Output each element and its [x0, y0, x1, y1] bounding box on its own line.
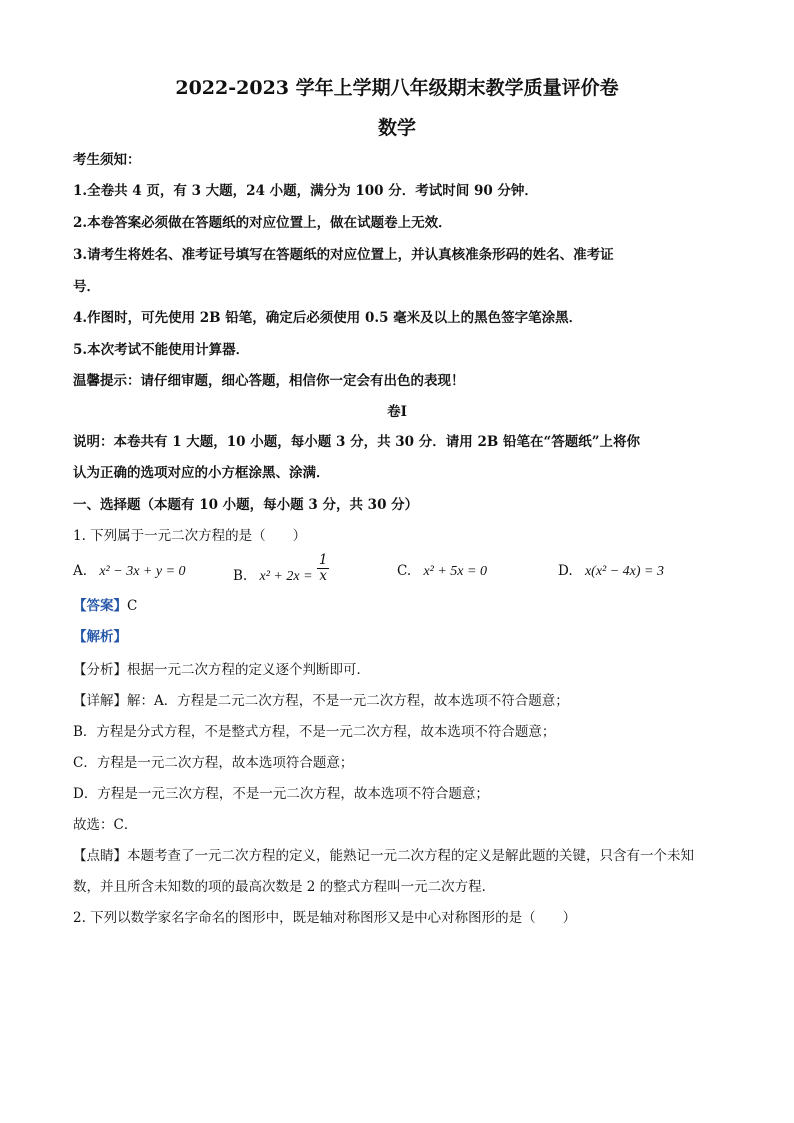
q1-option-b — [233, 553, 329, 584]
notice-item-1: 1.全卷共 4 页，有 3 大题，24 小题，满分为 100 分．考试时间 90 分钟． — [73, 183, 538, 199]
q1-fenxi — [73, 660, 370, 680]
notice-item-3: 3.请考生将姓名、准考证号填写在答题纸的对应位置上，并认真核准条形码的姓名、准考证 — [73, 247, 614, 263]
notice-tip: 温馨提示：请仔细审题，细心答题，相信你一定会有出色的表现！ — [73, 373, 465, 389]
volume-desc-line1: 说明：本卷共有 1 大题，10 小题，每小题 3 分，共 30 分．请用 2B 铅笔在“答题纸”上将你 — [73, 434, 640, 450]
q1-detail-a — [73, 691, 569, 711]
q1-option-d-label: D. — [558, 563, 573, 579]
q1-option-b-label: B. — [233, 568, 248, 584]
section-heading: 一、选择题（本题有 10 小题，每小题 3 分，共 30 分） — [73, 497, 419, 513]
q1-option-b-denominator: x — [319, 568, 327, 584]
q1-option-a — [73, 561, 186, 582]
q1-detail-b: B．方程是分式方程，不是整式方程，不是一元二次方程，故本选项不符合题意； — [73, 724, 556, 740]
q1-option-b-fraction — [317, 553, 330, 584]
q1-option-b-numerator: 1 — [318, 552, 328, 568]
q1-fenxi-text: 根据一元二次方程的定义逐个判断即可． — [127, 662, 370, 678]
q1-comment-line1 — [73, 846, 694, 866]
q1-detail-d: D．方程是一元三次方程，不是一元二次方程，故本选项不符合题意； — [73, 786, 489, 802]
exam-title: 2022-2023 学年上学期八年级期末教学质量评价卷 — [175, 77, 619, 99]
q1-detail-c: C．方程是一元二次方程，故本选项符合题意； — [73, 755, 354, 771]
q1-analysis-tag — [73, 627, 127, 647]
q1-comment-text: 本题考查了一元二次方程的定义，能熟记一元二次方程的定义是解此题的关键，只含有一个未知 — [127, 848, 694, 864]
volume-desc-line2: 认为正确的选项对应的小方框涂黑、涂满． — [73, 465, 330, 481]
q1-detail-a-text: 解：A．方程是二元二次方程，不是一元二次方程，故本选项不符合题意； — [127, 693, 569, 709]
q1-option-d-expr: x(x² − 4x) = 3 — [584, 564, 664, 579]
notice-item-4: 4.作图时，可先使用 2B 铅笔，确定后必须使用 0.5 毫米及以上的黑色签字笔涂黑． — [73, 310, 583, 326]
exam-subject: 数学 — [377, 117, 416, 139]
q1-fenxi-tag: 【分析】 — [73, 662, 127, 678]
q1-option-c-expr: x² + 5x = 0 — [423, 564, 487, 579]
q1-option-d — [558, 561, 664, 582]
q1-answer-value: C — [127, 598, 138, 614]
q1-comment-line2: 数，并且所含未知数的项的最高次数是 2 的整式方程叫一元二次方程． — [73, 879, 496, 895]
q1-analysis-label: 【解析】 — [73, 629, 127, 645]
q1-stem: 1. 下列属于一元二次方程的是（ ） — [73, 528, 307, 544]
q1-option-c-label: C. — [397, 563, 412, 579]
notice-item-5: 5.本次考试不能使用计算器． — [73, 342, 250, 358]
notice-heading: 考生须知： — [73, 152, 141, 168]
q1-comment-tag: 【点睛】 — [73, 848, 127, 864]
q2-stem: 2. 下列以数学家名字命名的图形中，既是轴对称图形又是中心对称图形的是（ ） — [73, 910, 577, 926]
q1-choose: 故选：C． — [73, 817, 138, 833]
q1-option-a-expr: x² − 3x + y = 0 — [99, 564, 186, 579]
q1-option-c — [397, 561, 487, 582]
q1-answer-tag: 【答案】 — [73, 598, 127, 614]
q1-answer — [73, 596, 137, 616]
notice-item-3-cont: 号． — [73, 279, 100, 295]
volume-label: 卷Ⅰ — [387, 404, 407, 420]
q1-detail-tag: 【详解】 — [73, 693, 127, 709]
q1-option-b-expr: x² + 2x = — [259, 569, 313, 584]
q1-option-a-label: A. — [73, 563, 88, 579]
notice-item-2: 2.本卷答案必须做在答题纸的对应位置上，做在试题卷上无效． — [73, 215, 452, 231]
